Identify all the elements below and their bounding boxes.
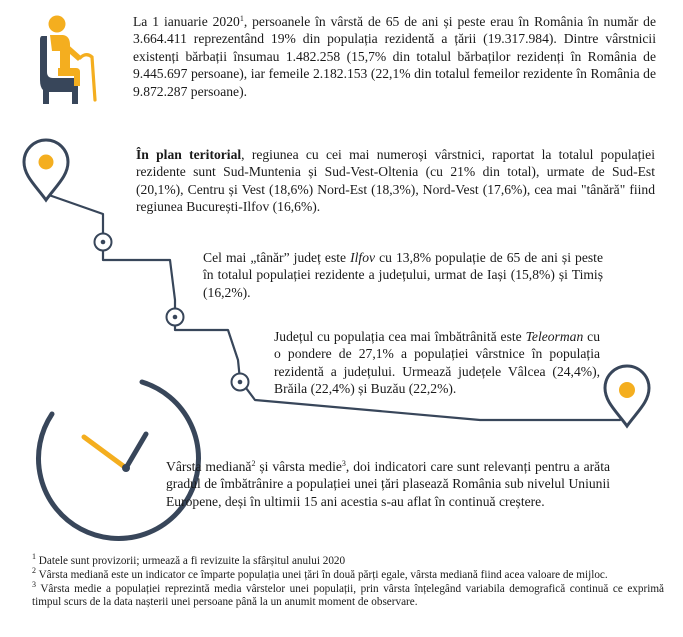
footnotes: [32, 552, 664, 610]
p5-text-mid: și vârsta medie: [255, 459, 342, 474]
p2-bold-lead: În plan teritorial: [136, 147, 242, 162]
p5-text-start: Vârsta mediană: [166, 459, 252, 474]
footnote-2: [32, 565, 664, 583]
footnote-text-1: Datele sunt provizorii; urmează a fi revizuite la sfârșitul anului 2020: [36, 555, 346, 567]
p2-text-rest: , regiunea cu cei mai numeroși vârstnici, raportat la totalul populației rezidente sunt Sud-Muntenia și Sud-Vest-Oltenia (cu 21% din total), urmate de Sud-Est (20,1%), Centru și Vest (18,6%) Nord-Est (18,3%), Nord-Vest (17,6%), cea mai "tânără" fiind regiunea București-Ilfov (16,6%).: [136, 147, 655, 215]
elderly-head: [49, 16, 66, 33]
p1-text-rest: , persoanele în vârstă de 65 de ani și peste erau în România în număr de 3.664.411 reprezentând 19% din populația rezidentă a țării (19.317.984). Dintre vârstnicii existenți bărbații însumau 1.482.258 (15,7% din totalul bărbaților rezidenți în România de 9.445.697 persoane), iar femeile 2.182.153 (22,1% din totalul femeilor rezidente în România de 9.872.287 persoane).: [133, 14, 657, 99]
footnote-ref-2[interactable]: 2: [251, 459, 256, 468]
footnote-ref-1[interactable]: 1: [239, 14, 244, 23]
footnote-mark-2: 2: [32, 565, 36, 575]
footnote-3: [32, 579, 664, 611]
elderly-cane: [80, 55, 95, 100]
clock-minute-hand: [84, 437, 126, 468]
map-pin-left-icon: [24, 140, 68, 200]
footnote-ref-3[interactable]: 3: [341, 459, 346, 468]
footnote-mark-1: 1: [32, 552, 36, 561]
clock-center: [122, 464, 130, 472]
elderly-person-icon: [40, 16, 95, 105]
clock-hour-hand: [126, 434, 146, 468]
footnote-text-2: Vârsta mediană este un indicator ce împarte populația unei țări în două părți egale, vârsta mediană fiind acea valoare de mijloc.: [36, 568, 608, 581]
paragraph-oldest-county: [274, 328, 600, 398]
p3-text-rest: cu 13,8% populație de 65 de ani și peste în totalul populației rezidente a județului, urmat de Iași (15,8%) și Timiș (16,2%).: [203, 250, 603, 300]
p3-text-start: Cel mai „tânăr” județ este: [203, 250, 351, 265]
p1-text-start: La 1 ianuarie 2020: [133, 14, 240, 29]
paragraph-regional-distribution: [136, 146, 655, 216]
p3-county-ilfov: Ilfov: [350, 250, 376, 265]
paragraph-population-65-plus: [133, 13, 656, 100]
footnote-1: [32, 552, 664, 569]
map-pin-right-icon: [605, 366, 649, 426]
footnote-mark-3: 3: [32, 579, 36, 589]
p4-text-rest: cu o pondere de 27,1% a populației vârstnice în populația rezidentă a județului. Urmează județele Vâlcea (24,4%), Brăila (22,4%) și Buzău (22,2%).: [274, 329, 600, 397]
p4-county-teleorman: Teleorman: [525, 329, 584, 344]
p4-text-start: Județul cu populația cea mai îmbătrânită este: [274, 329, 526, 344]
waypoint-2: [167, 309, 184, 326]
p5-text-rest: , doi indicatori care sunt relevanți pentru a arăta gradul de îmbătrânire a populației unei țări plasează România sub nivelul Uniunii Europene, deși în ultimii 15 ani acestia s-au aflat în continuă creștere.: [166, 459, 611, 509]
footnote-text-3: Vârsta medie a populației reprezintă media vârstelor unei populații, prin vârsta înțelegând variabila demografică continuă ce exprimă timpul scurs de la data nașterii unei persoane până la un anumit moment de observare.: [32, 582, 664, 609]
elderly-torso: [50, 35, 70, 68]
waypoint-3: [232, 374, 249, 391]
waypoint-1: [95, 234, 112, 251]
paragraph-median-age: [166, 458, 610, 510]
paragraph-youngest-county: [203, 249, 603, 301]
